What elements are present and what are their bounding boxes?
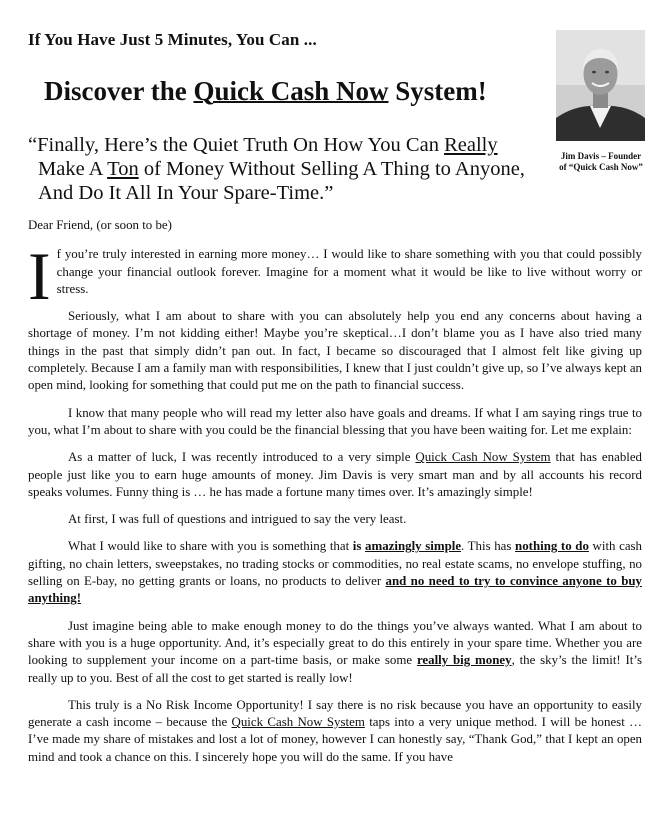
paragraph-6 <box>28 538 642 607</box>
paragraph-text: As a matter of luck, I was recently introduced to a very simple <box>68 450 416 465</box>
caption-line-1: Jim Davis – Founder <box>560 151 642 161</box>
greeting: Dear Friend, (or soon to be) <box>28 218 172 232</box>
kicker-heading: If You Have Just 5 Minutes, You Can ... <box>28 30 317 49</box>
founder-caption <box>549 151 653 173</box>
quote-line-3: And Do It All In Your Spare-Time.” <box>38 182 334 204</box>
headline-suffix: System! <box>388 76 487 106</box>
emphasis-nothing-to-do: nothing to do <box>515 539 589 554</box>
main-headline <box>44 76 487 107</box>
paragraph-text: This truly is a No Risk Income Opportunity! I say there is no risk because you have an opportunity to easily generate a cash income – because the <box>28 697 642 730</box>
paragraph-text: Just imagine being able to make enough money to do the things you’ve always wanted. What I am about to share with you is a huge opportunity. And, it’s especially great to do this entirely in your spare time. Whether you are looking to supplement your income on a part-time basis, or make some <box>28 618 642 668</box>
letter-body <box>28 217 642 776</box>
drop-cap: I <box>28 238 51 315</box>
emphasis-no-need-to-convince: and no need to try to convince anyone to buy anything! <box>28 574 642 606</box>
paragraph-4 <box>28 449 642 501</box>
paragraph-text: What I would like to share with you is something that <box>68 539 353 554</box>
emphasis-really-big-money: really big money <box>416 653 512 668</box>
quick-cash-now-system-link-text: Quick Cash Now System <box>231 715 365 730</box>
headline-prefix: Discover the <box>44 76 194 106</box>
quote-emphasis-ton: Ton <box>107 158 139 180</box>
paragraph-text: that has enabled people just like you to earn huge amounts of money. Jim Davis is very smart man and by all accounts his record speaks volumes. Funny thing is … he has made a fortune many times over. It’s amazingly simple! <box>28 450 643 499</box>
quote-text: of Money Without Selling A Thing to Anyone, <box>138 158 525 180</box>
founder-portrait-image <box>556 30 645 141</box>
quote-text: “Finally, Here’s the Quiet Truth On How You Can <box>28 134 445 156</box>
headline-product-name: Quick Cash Now <box>193 76 389 106</box>
quote-text: Make A <box>38 158 108 180</box>
paragraph-text: . This has <box>461 539 516 554</box>
paragraph-3: I know that many people who will read my letter also have goals and dreams. If what I am saying rings true to you, what I’m about to share with you could be the financial blessing that you have been waiting for. Let me explain: <box>28 405 642 437</box>
quote-line-2 <box>28 157 548 181</box>
bold-text: is <box>352 539 366 554</box>
caption-line-2: of “Quick Cash Now” <box>559 162 643 172</box>
paragraph-1 <box>28 238 642 315</box>
pull-quote <box>28 133 548 205</box>
paragraph-text: taps into a very unique method. I will be honest … I’ve made my share of mistakes and lost a lot of money, however I can honestly say, “Thank God,” that I kept an open mind and took a chance on this. I sincerely hope you will do the same. If you have <box>28 715 642 764</box>
quote-line-1 <box>28 133 548 157</box>
paragraph-8 <box>28 697 642 766</box>
paragraph-text: with cash gifting, no chain letters, sweepstakes, no trading stocks or commodities, no real estate scams, no envelope stuffing, no selling on E-bay, no getting grants or loans, no products to deliver <box>28 539 643 589</box>
paragraph-7 <box>28 618 642 687</box>
quote-emphasis-really: Really <box>444 134 498 156</box>
quick-cash-now-system-link-text: Quick Cash Now System <box>415 450 551 465</box>
emphasis-amazingly-simple: amazingly simple <box>365 539 462 554</box>
paragraph-text: f you’re truly interested in earning more money… I would like to share something with you that could possibly change your financial outlook forever. Imagine for a moment what it would be like to live without worry or stress. <box>56 247 642 296</box>
paragraph-2: Seriously, what I am about to share with you can absolutely help you end any concerns about having a shortage of money. I’m not kidding either! Maybe you’re skeptical…I don’t blame you as I have also tried many things in the past that simply didn’t pan out. In fact, I became so discouraged that I almost felt like giving up completely. Because I am a family man with responsibilities, I knew that I just couldn’t give up, so I’ve always kept an open mind, looking for something that could put me on the path to financial success. <box>28 309 642 393</box>
founder-photo <box>556 30 645 141</box>
paragraph-5: At first, I was full of questions and intrigued to say the very least. <box>68 512 407 527</box>
paragraph-text: , the sky’s the limit! It’s really up to you. Best of all the cost to get started is really low! <box>28 653 642 685</box>
